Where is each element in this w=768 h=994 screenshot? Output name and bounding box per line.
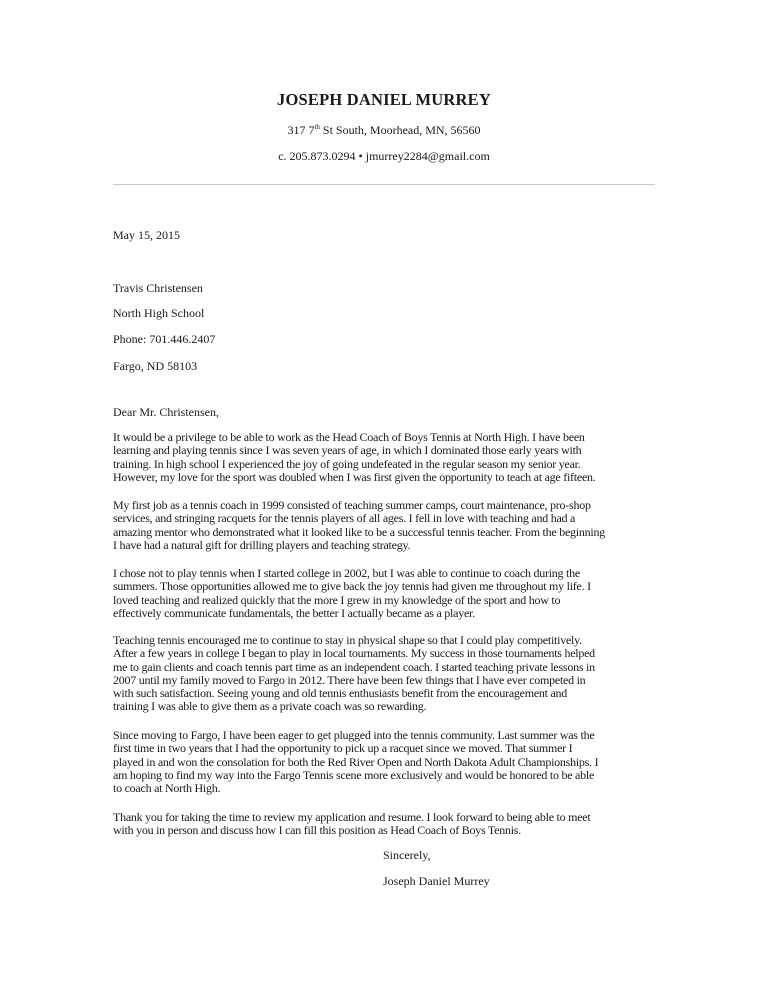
paragraph-line: Thank you for taking the time to review my application and resume. I look forward to being able to meet [113,810,591,824]
paragraph-line: Since moving to Fargo, I have been eager to get plugged into the tennis community. Last summer was the [113,728,595,742]
address-rest: St South, Moorhead, MN, 56560 [319,123,481,137]
recipient-phone: Phone: 701.446.2407 [113,332,216,346]
paragraph-line: loved teaching and realized quickly that the more I grew in my knowledge of the sport and how to [113,592,561,607]
paragraph-line: training. In high school I experienced the joy of going undefeated in the regular season my senior year. [113,456,581,471]
paragraph-line: me to gain clients and coach tennis part time as an independent coach. I started teaching private lessons in [113,659,595,674]
paragraph-line: It would be a privilege to be able to work as the Head Coach of Boys Tennis at North High. I have been [113,430,585,444]
paragraph-line: amazing mentor who demonstrated what it looked like to be a successful tennis teacher. From the beginning [113,524,605,539]
body-paragraph [113,499,658,552]
paragraph-line: Teaching tennis encouraged me to continue to stay in physical shape so that I could play competitively. [113,633,582,647]
body-paragraph [113,634,658,714]
closing: Sincerely, [383,848,431,862]
signature-name: Joseph Daniel Murrey [383,874,490,888]
paragraph-line: summers. Those opportunities allowed me to give back the joy tennis had given me throughout my life. I [113,579,591,594]
paragraph-line: training I was able to give them as a private coach was so rewarding. [113,699,427,714]
paragraph-line: with such satisfaction. Seeing young and old tennis enthusiasts benefit from the encouragement and [113,686,568,701]
paragraph-line: I have had a natural gift for drilling players and teaching strategy. [113,537,411,552]
salutation: Dear Mr. Christensen, [113,405,219,419]
paragraph-line: to coach at North High. [113,781,221,796]
body-paragraph [113,811,658,838]
letter-date: May 15, 2015 [113,228,180,242]
paragraph-line: learning and playing tennis since I was seven years of age, in which I dominated those early years with [113,443,582,458]
paragraph-line: am hoping to find my way into the Fargo Tennis scene more exclusively and would be honored to be able [113,767,595,782]
sender-name: JOSEPH DANIEL MURREY [277,90,491,109]
recipient-city: Fargo, ND 58103 [113,359,198,373]
recipient-organization: North High School [113,306,205,320]
paragraph-line: with you in person and discuss how I can fill this position as Head Coach of Boys Tennis. [113,823,521,838]
paragraph-line: I chose not to play tennis when I started college in 2002, but I was able to continue to coach during the [113,566,580,580]
header-divider [113,184,655,185]
sender-contact: c. 205.873.0294 • jmurrey2284@gmail.com [278,149,490,163]
paragraph-line: However, my love for the sport was doubled when I was first given the opportunity to teach at age fifteen. [113,469,596,484]
paragraph-line: effectively communicate fundamentals, the better I actually became as a player. [113,605,475,620]
paragraph-line: services, and stringing racquets for the tennis players of all ages. I fell in love with teaching and had a [113,511,576,526]
paragraph-line: played in and won the consolation for both the Red River Open and North Dakota Adult Championships. I [113,754,599,769]
paragraph-line: After a few years in college I began to play in local tournaments. My success in those tournaments helped [113,646,595,661]
body-paragraph [113,567,658,620]
body-paragraph [113,431,658,484]
recipient-name: Travis Christensen [113,281,203,295]
address-street-number: 317 7 [287,123,315,137]
body-paragraph [113,729,658,795]
paragraph-line: first time in two years that I had the opportunity to pick up a racquet since we moved. That summer I [113,741,573,756]
paragraph-line: My first job as a tennis coach in 1999 consisted of teaching summer camps, court maintenance, pro-shop [113,498,591,512]
address-ordinal-suffix: th [314,123,320,131]
sender-address [0,123,768,138]
paragraph-line: 2007 until my family moved to Fargo in 2012. There have been few things that I have ever competed in [113,672,586,687]
